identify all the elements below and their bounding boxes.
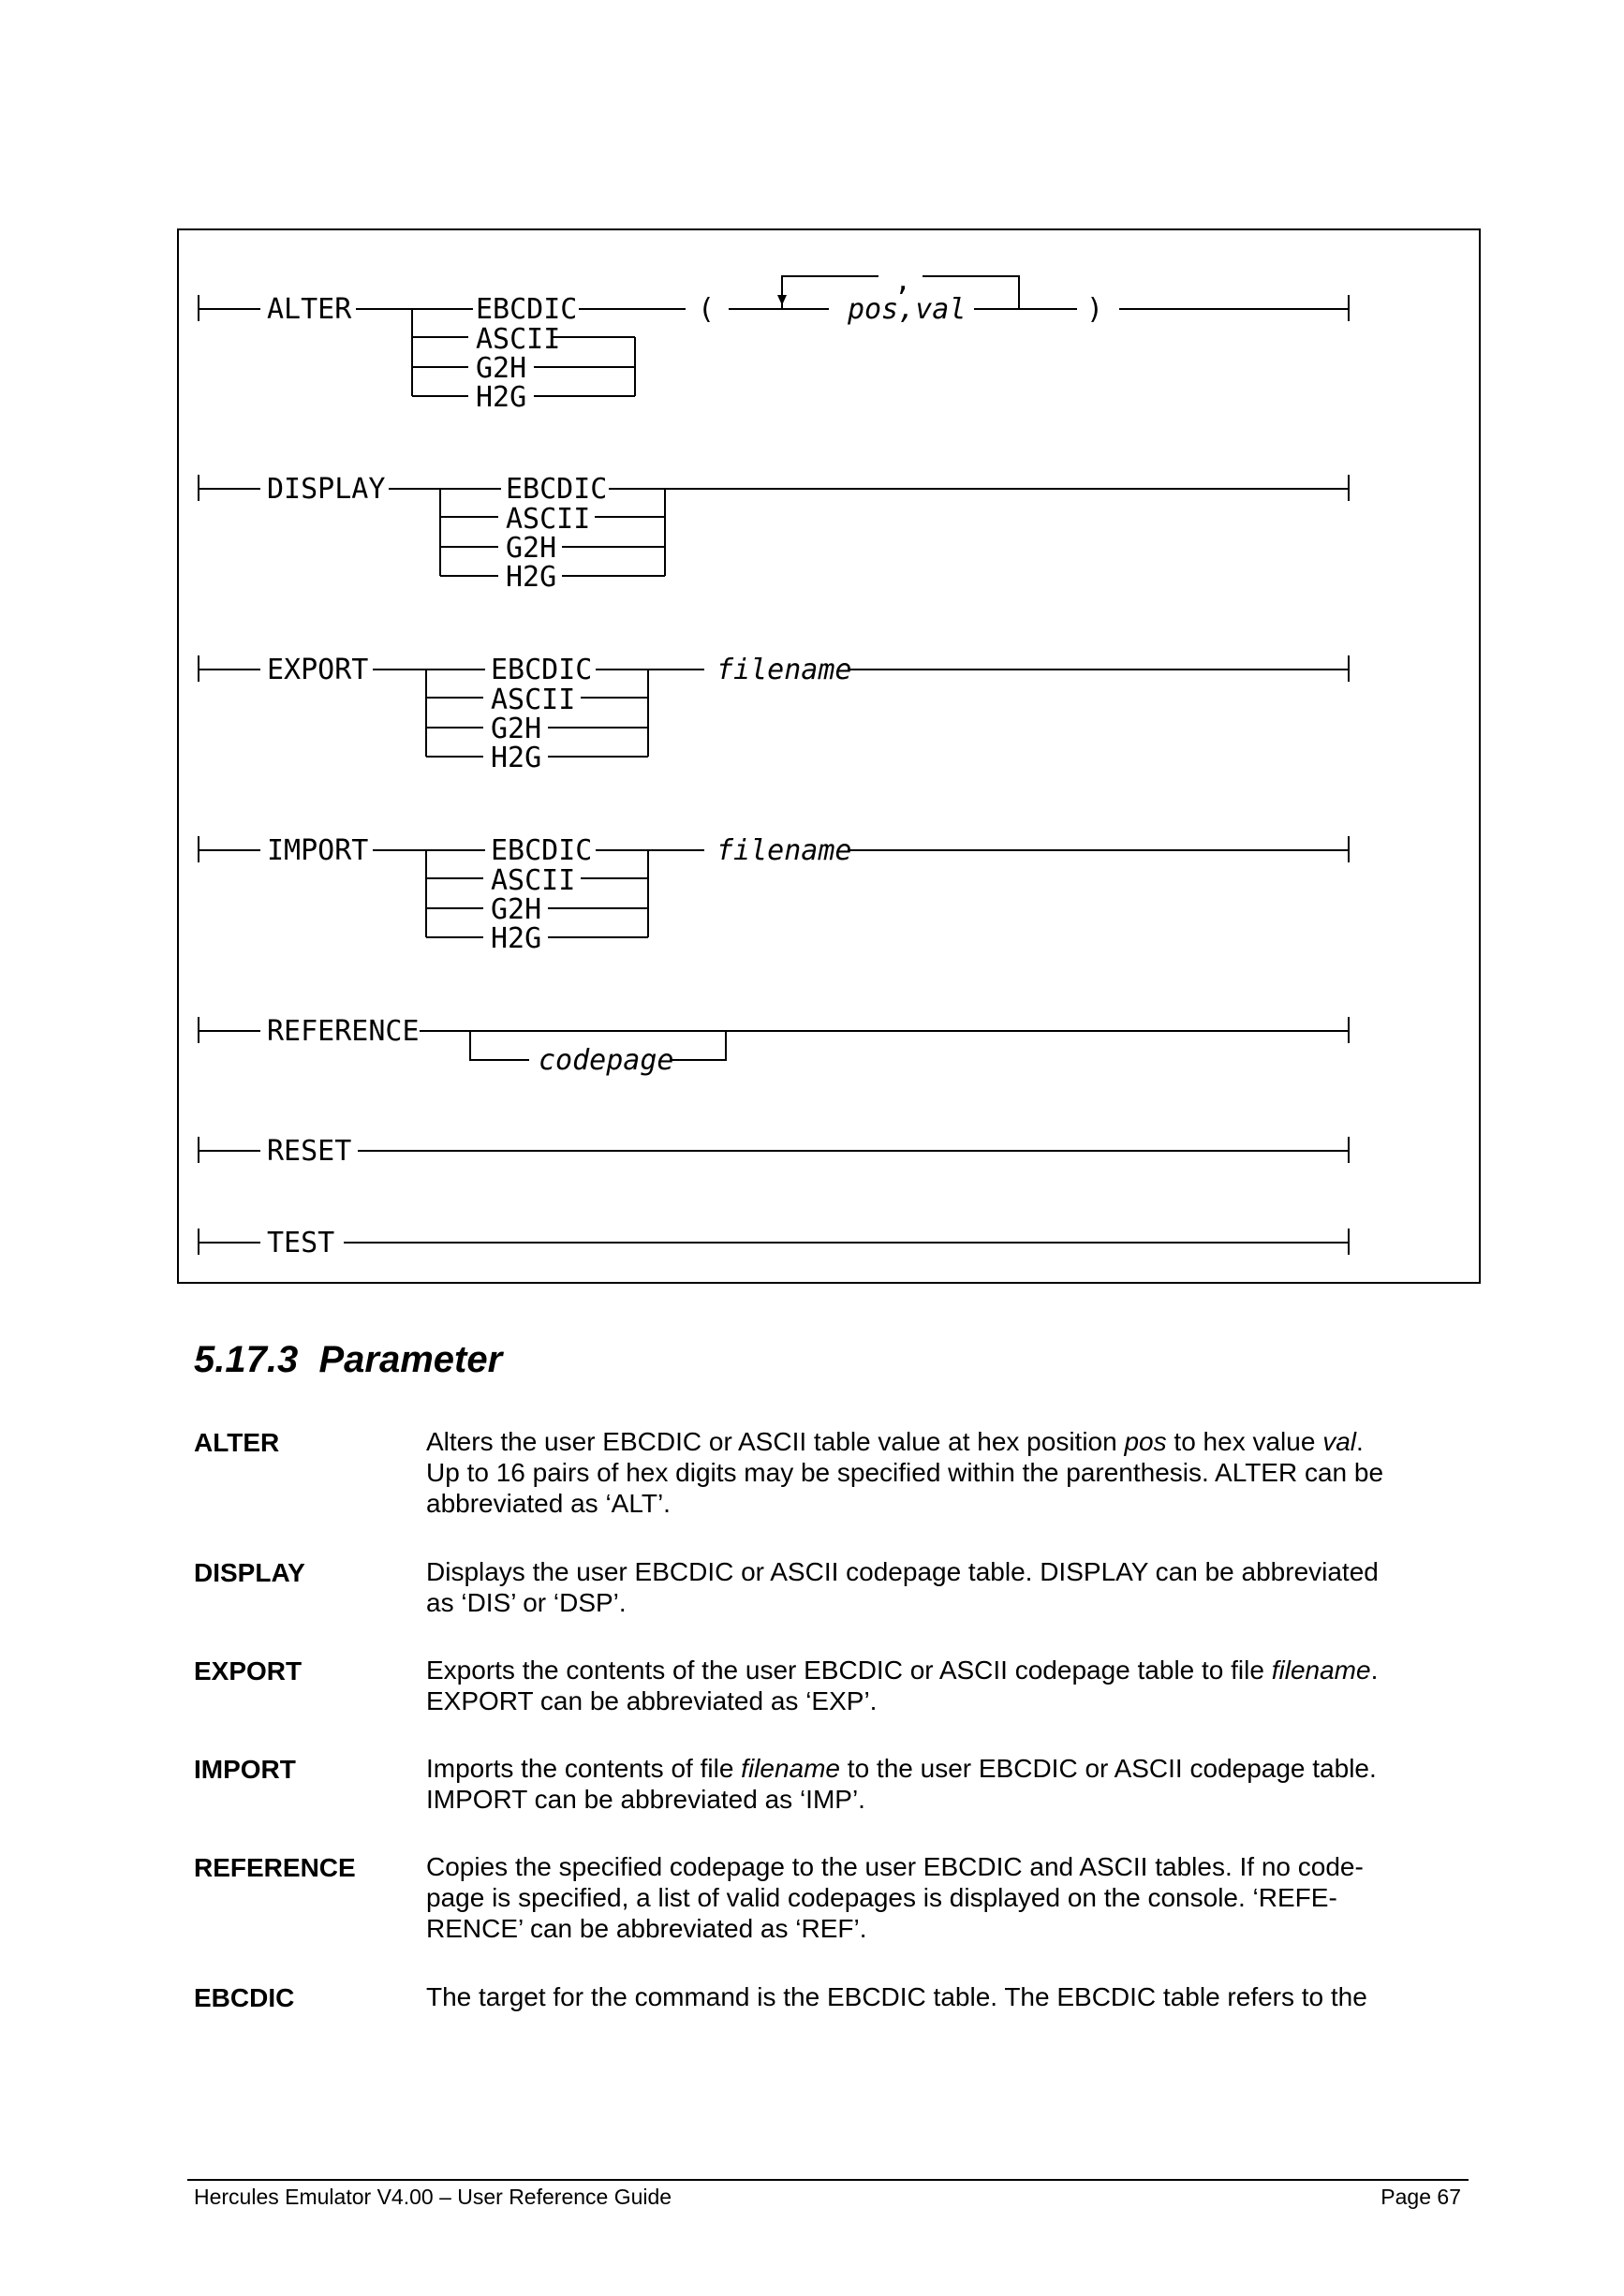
- page-number: Page 67: [1380, 2185, 1461, 2209]
- alter-option-ebcdic: EBCDIC: [476, 293, 578, 326]
- diagram-frame: [178, 229, 1480, 1283]
- param-desc-line: Alters the user EBCDIC or ASCII table value at hex position pos to hex value val.: [426, 1427, 1364, 1456]
- reset-keyword: RESET: [267, 1135, 352, 1168]
- section-title: Parameter: [318, 1339, 503, 1380]
- footer-title: Hercules Emulator V4.00 – User Reference Guide: [194, 2185, 672, 2209]
- export-option-ascii: ASCII: [491, 684, 576, 716]
- alter-option-g2h: G2H: [476, 352, 527, 385]
- param-desc-reference: [426, 1851, 1466, 1944]
- reference-keyword: REFERENCE: [267, 1015, 420, 1048]
- section-number: 5.17.3: [194, 1339, 299, 1380]
- param-term-display: DISPLAY: [194, 1558, 305, 1587]
- repeat-arrow-icon: [777, 295, 787, 305]
- param-desc-line: abbreviated as ‘ALT’.: [426, 1489, 671, 1518]
- display-keyword: DISPLAY: [267, 473, 386, 506]
- export-option-g2h: G2H: [491, 713, 542, 745]
- alter-close-paren: ): [1086, 293, 1104, 326]
- import-syntax: [199, 834, 1349, 955]
- display-option-g2h: G2H: [506, 532, 557, 565]
- alter-syntax: [199, 265, 1349, 414]
- param-desc-line: page is specified, a list of valid codepages is displayed on the console. ‘REFE-: [426, 1883, 1337, 1912]
- import-option-h2g: H2G: [491, 922, 542, 955]
- export-keyword: EXPORT: [267, 654, 369, 686]
- alter-option-h2g: H2G: [476, 381, 527, 414]
- export-option-ebcdic: EBCDIC: [491, 654, 593, 686]
- param-desc-display: [426, 1556, 1466, 1618]
- reference-syntax: [199, 1015, 1349, 1077]
- param-desc-line: Imports the contents of file filename to the user EBCDIC or ASCII codepage table.: [426, 1754, 1377, 1783]
- import-option-g2h: G2H: [491, 893, 542, 926]
- param-desc-alter: [426, 1426, 1466, 1519]
- display-syntax: [199, 473, 1349, 594]
- param-desc-line: The target for the command is the EBCDIC table. The EBCDIC table refers to the: [426, 1982, 1367, 2011]
- param-desc-line: RENCE’ can be abbreviated as ‘REF’.: [426, 1914, 867, 1943]
- export-filename: filename: [716, 654, 852, 686]
- param-desc-line: EXPORT can be abbreviated as ‘EXP’.: [426, 1686, 878, 1715]
- param-desc-export: [426, 1655, 1466, 1716]
- export-syntax: [199, 654, 1349, 774]
- param-desc-line: Displays the user EBCDIC or ASCII codepage table. DISPLAY can be abbreviated: [426, 1557, 1379, 1586]
- reference-codepage: codepage: [539, 1044, 674, 1077]
- import-option-ascii: ASCII: [491, 864, 576, 897]
- alter-open-paren: (: [698, 293, 716, 326]
- display-option-h2g: H2G: [506, 561, 557, 594]
- import-option-ebcdic: EBCDIC: [491, 834, 593, 867]
- alter-option-ascii: ASCII: [476, 323, 561, 356]
- export-option-h2g: H2G: [491, 742, 542, 774]
- reset-syntax: [199, 1135, 1349, 1168]
- import-keyword: IMPORT: [267, 834, 369, 867]
- import-filename: filename: [716, 834, 852, 867]
- test-syntax: [199, 1227, 1349, 1259]
- alter-args: pos,val: [848, 293, 967, 326]
- display-option-ascii: ASCII: [506, 503, 591, 536]
- alter-keyword: ALTER: [267, 293, 352, 326]
- param-desc-line: Copies the specified codepage to the user EBCDIC and ASCII tables. If no code-: [426, 1852, 1364, 1881]
- param-term-export: EXPORT: [194, 1656, 303, 1685]
- param-term-import: IMPORT: [194, 1755, 296, 1784]
- param-desc-line: Up to 16 pairs of hex digits may be specified within the parenthesis. ALTER can be: [426, 1458, 1384, 1487]
- param-term-alter: ALTER: [194, 1428, 280, 1457]
- param-desc-line: as ‘DIS’ or ‘DSP’.: [426, 1588, 627, 1617]
- param-desc-import: [426, 1753, 1466, 1815]
- param-desc-line: Exports the contents of the user EBCDIC or ASCII codepage table to file filename.: [426, 1656, 1379, 1685]
- test-keyword: TEST: [267, 1227, 335, 1259]
- alter-repeat-separator: ,: [894, 265, 912, 298]
- footer-rule: [187, 2179, 1469, 2181]
- param-term-ebcdic: EBCDIC: [194, 1983, 295, 2012]
- section-heading: [194, 1339, 502, 1381]
- param-term-reference: REFERENCE: [194, 1853, 356, 1882]
- param-desc-ebcdic: [426, 1981, 1466, 2012]
- param-desc-line: IMPORT can be abbreviated as ‘IMP’.: [426, 1785, 865, 1814]
- display-option-ebcdic: EBCDIC: [506, 473, 608, 506]
